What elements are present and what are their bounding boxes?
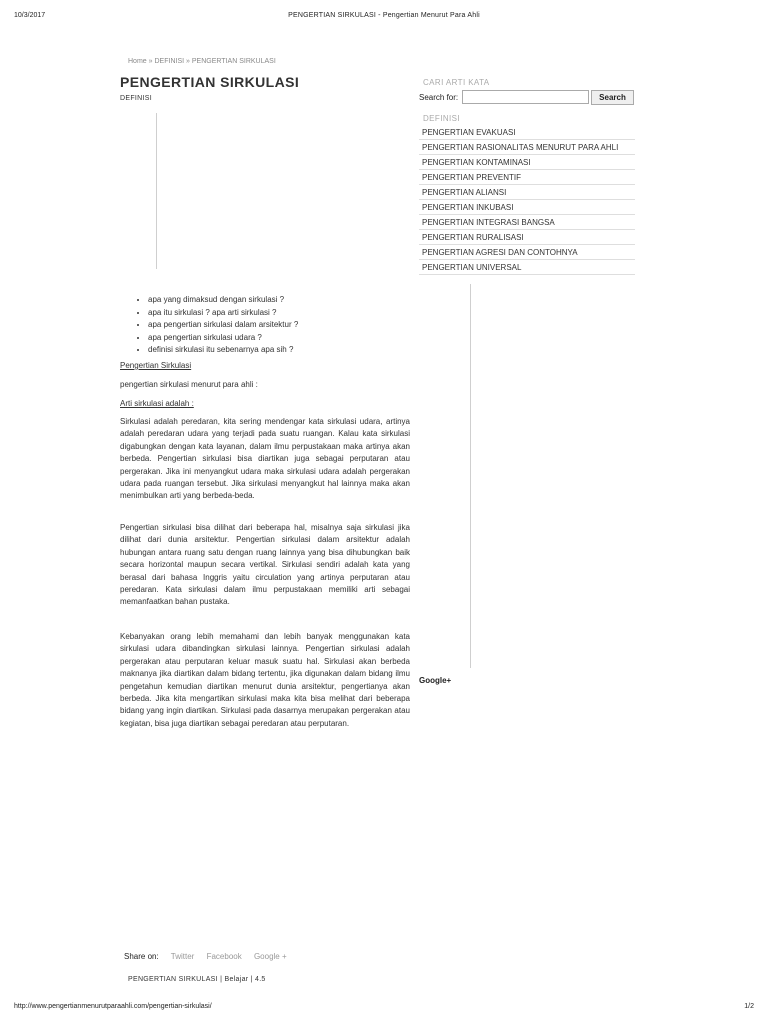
sidebar-search-heading: CARI ARTI KATA bbox=[423, 78, 490, 87]
sidebar-link[interactable]: PENGERTIAN INTEGRASI BANGSA bbox=[419, 215, 635, 230]
search-label: Search for: bbox=[419, 93, 459, 102]
paragraph: Kebanyakan orang lebih memahami dan lebih banyak menggunakan kata sirkulasi udara dibandingkan sirkulasi lainnya. Pengertian sirkulasi adalah pergerakan atau perputaran keluar masuk suatu hal. Sirkulasi akan berbeda maknanya jika diartikan dalam bidang tertentu, jika digunakan dalam bidang ilmu pengetahun kemudian diartikan menurut dunia arsitektur, pengertianya akan berbeda. Jika kita mengartikan sirkulasi maka kita bisa melihat dari beberapa bidang yang ingin diartikan. Sirkulasi pada dasarnya merupakan pergerakan atau kegiatan, bisa juga diartikan sebagai peredaran atau perputaran. bbox=[120, 632, 410, 728]
section-heading: Pengertian Sirkulasi bbox=[120, 361, 192, 370]
sidebar-definisi-heading: DEFINISI bbox=[423, 114, 460, 123]
sidebar-link[interactable]: PENGERTIAN ALIANSI bbox=[419, 185, 635, 200]
breadcrumb-home[interactable]: Home bbox=[128, 58, 147, 65]
section-heading: Arti sirkulasi adalah : bbox=[120, 399, 194, 408]
sidebar-link[interactable]: PENGERTIAN RURALISASI bbox=[419, 230, 635, 245]
widget-placeholder-divider bbox=[470, 284, 471, 668]
paragraph: Pengertian sirkulasi bisa dilihat dari beberapa hal, misalnya saja sirkulasi jika dilihat dari dunia arsitektur. Pengertian sirkulasi dalam arsitektur adalah hubungan antara ruang satu dengan ruang lainnya yang bisa dihubungkan baik secara horizontal maupun secara vertikal. Sirkulasi sendiri adalah kata yang berasal dari bahasa Inggris yaitu circulation yang artinya perputaran atau peredaran. Kata sirkulasi dalam ilmu perpustakaan memiliki arti sebagai memanfaatkan bahan pustaka. bbox=[120, 523, 410, 607]
print-page-number: 1/2 bbox=[744, 1003, 754, 1010]
print-url: http://www.pengertianmenurutparaahli.com/pengertian-sirkulasi/ bbox=[14, 1003, 212, 1010]
list-item: • definisi sirkulasi itu sebenarnya apa sih ? bbox=[148, 344, 298, 357]
share-bar bbox=[124, 952, 297, 961]
share-label: Share on: bbox=[124, 952, 159, 961]
breadcrumb bbox=[128, 58, 276, 65]
print-date: 10/3/2017 bbox=[14, 12, 46, 19]
sidebar-link[interactable]: PENGERTIAN INKUBASI bbox=[419, 200, 635, 215]
intro-text: pengertian sirkulasi menurut para ahli : bbox=[120, 380, 258, 389]
share-facebook-link[interactable]: Facebook bbox=[206, 952, 242, 961]
breadcrumb-separator: » bbox=[186, 58, 190, 65]
google-plus-widget[interactable]: Google+ bbox=[419, 676, 452, 685]
sidebar-link[interactable]: PENGERTIAN PREVENTIF bbox=[419, 170, 635, 185]
sidebar-link[interactable]: PENGERTIAN AGRESI DAN CONTOHNYA bbox=[419, 245, 635, 260]
post-footer-rating: PENGERTIAN SIRKULASI | Belajar | 4.5 bbox=[128, 976, 266, 983]
sidebar-link[interactable]: PENGERTIAN RASIONALITAS MENURUT PARA AHLI bbox=[419, 140, 635, 155]
list-item: • apa itu sirkulasi ? apa arti sirkulasi ? bbox=[148, 307, 298, 320]
list-item: • apa pengertian sirkulasi dalam arsitektur ? bbox=[148, 319, 298, 332]
list-item: • apa pengertian sirkulasi udara ? bbox=[148, 332, 298, 345]
breadcrumb-current: PENGERTIAN SIRKULASI bbox=[191, 58, 276, 65]
definisi-list bbox=[419, 125, 635, 275]
paragraph: Sirkulasi adalah peredaran, kita sering mendengar kata sirkulasi udara, artinya adalah peredaran udara yang terjadi pada suatu ruangan. Kalau kata sirkulasi digabungkan dengan kata layanan, dalam ilmu perpustakaan maka artinya akan berbeda. Pengertian sirkulasi bisa diartikan juga sebagai perputaran atau pergerakan. Jika ini menyangkut udara maka sirkulasi udara adalah pergerakan udara pada ruangan tersebut. Jika sirkulasi menyangkut hal lainnya maka akan menimbulkan arti yang berbeda-beda. bbox=[120, 417, 410, 501]
share-google-link[interactable]: Google + bbox=[253, 952, 287, 961]
page-title: PENGERTIAN SIRKULASI bbox=[120, 74, 300, 90]
ad-placeholder-divider bbox=[156, 113, 157, 269]
post-category[interactable]: DEFINISI bbox=[120, 95, 152, 102]
breadcrumb-separator: » bbox=[148, 58, 153, 65]
print-page-title: PENGERTIAN SIRKULASI - Pengertian Menurut Para Ahli bbox=[288, 12, 480, 19]
sidebar-link[interactable]: PENGERTIAN KONTAMINASI bbox=[419, 155, 635, 170]
breadcrumb-category[interactable]: DEFINISI bbox=[154, 58, 185, 65]
list-item: • apa yang dimaksud dengan sirkulasi ? bbox=[148, 294, 298, 307]
search-button[interactable]: Search bbox=[591, 90, 634, 105]
search-input[interactable] bbox=[462, 90, 589, 104]
share-twitter-link[interactable]: Twitter bbox=[170, 952, 195, 961]
sidebar-link[interactable]: PENGERTIAN UNIVERSAL bbox=[419, 260, 635, 275]
question-list bbox=[136, 294, 298, 357]
sidebar-link[interactable]: PENGERTIAN EVAKUASI bbox=[419, 125, 635, 140]
